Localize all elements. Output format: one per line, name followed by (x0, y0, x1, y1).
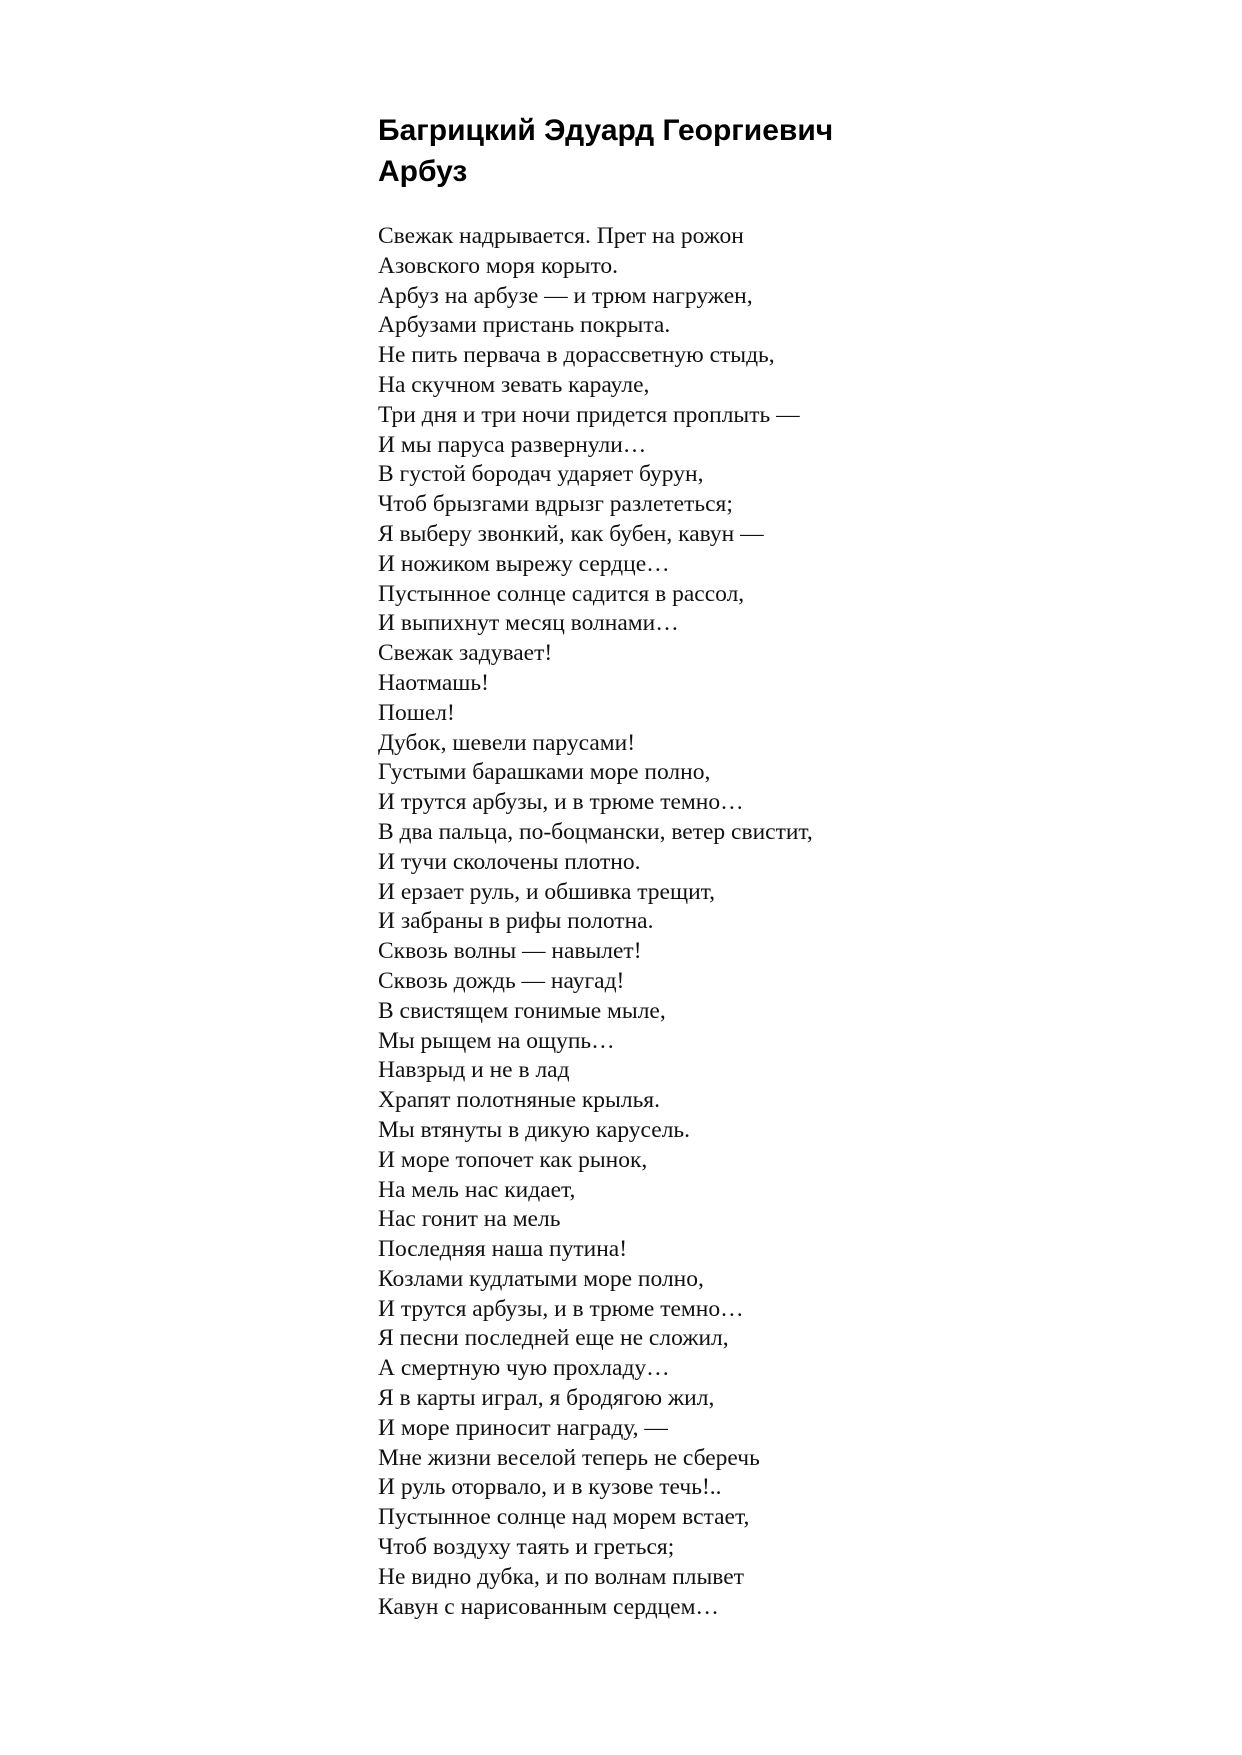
poem-line: В густой бородач ударяет бурун, (378, 461, 704, 488)
poem-line: И выпихнут месяц волнами… (378, 610, 679, 637)
poem-line: И тучи сколочены плотно. (378, 848, 641, 875)
poem-line: Я в карты играл, я бродягою жил, (378, 1385, 715, 1412)
poem-line: Кавун с нарисованным сердцем… (378, 1593, 719, 1620)
poem-line: Свежак задувает! (378, 640, 553, 667)
poem-line: И море топочет как рынок, (378, 1146, 648, 1173)
poem-line: Мы втянуты в дикую карусель. (378, 1116, 691, 1143)
poem-line: А смертную чую прохладу… (378, 1355, 670, 1382)
poem-line: В свистящем гонимые мыле, (378, 997, 666, 1024)
poem-line: Чтоб брызгами вдрызг разлететься; (378, 491, 733, 518)
poem-line: Храпят полотняные крылья. (378, 1087, 660, 1114)
poem-line: И трутся арбузы, и в трюме темно… (378, 789, 744, 816)
poem-line: И ерзает руль, и обшивка трещит, (378, 878, 716, 905)
poem-line: Последняя наша путина! (378, 1236, 628, 1263)
poem-line: Не видно дубка, и по волнам плывет (378, 1563, 744, 1590)
poem-line: Пустынное солнце садится в рассол, (378, 580, 745, 607)
poem-line: Наотмашь! (378, 669, 489, 696)
poem-body (378, 222, 1198, 1622)
poem-line: И мы паруса развернули… (378, 431, 647, 458)
poem-line: Чтоб воздуху таять и греться; (378, 1534, 675, 1561)
poem-line: В два пальца, по-боцмански, ветер свистит, (378, 818, 813, 845)
author-name: Багрицкий Эдуард Георгиевич (378, 114, 834, 147)
poem-line: Мне жизни веселой теперь не сберечь (378, 1444, 760, 1471)
poem-line: Свежак надрывается. Прет на рожон (378, 223, 744, 249)
poem-line: Навзрыд и не в лад (378, 1057, 570, 1084)
poem-line: Арбузами пристань покрыта. (378, 312, 671, 339)
poem-line: И ножиком вырежу сердце… (378, 550, 670, 577)
poem-line: Густыми барашками море полно, (378, 759, 711, 786)
poem-line: Арбуз на арбузе — и трюм нагружен, (378, 282, 753, 309)
document-header (378, 110, 1178, 192)
poem-line: Нас гонит на мель (378, 1206, 561, 1233)
poem-title: Арбуз (378, 155, 468, 188)
poem-line: Три дня и три ночи придется проплыть — (378, 401, 800, 428)
poem-line: И забраны в рифы полотна. (378, 908, 654, 935)
poem-line: И трутся арбузы, и в трюме темно… (378, 1295, 744, 1322)
poem-line: Пошел! (378, 699, 455, 726)
poem-line: Я песни последней еще не сложил, (378, 1325, 729, 1352)
poem-line: И море приносит награду, — (378, 1414, 668, 1441)
poem-line: Пустынное солнце над морем встает, (378, 1504, 750, 1531)
poem-line: Азовского моря корыто. (378, 252, 619, 279)
poem-line: Сквозь волны — навылет! (378, 938, 642, 965)
poem-line: И руль оторвало, и в кузове течь!.. (378, 1474, 722, 1501)
poem-line: Не пить первача в дорассветную стыдь, (378, 342, 775, 369)
poem-line: Козлами кудлатыми море полно, (378, 1265, 704, 1292)
poem-line: Мы рыщем на ощупь… (378, 1027, 615, 1054)
poem-line: На мель нас кидает, (378, 1176, 576, 1203)
poem-line: На скучном зевать карауле, (378, 371, 650, 398)
poem-line: Я выберу звонкий, как бубен, кавун — (378, 520, 764, 547)
poem-line: Сквозь дождь — наугад! (378, 967, 625, 994)
poem-line: Дубок, шевели парусами! (378, 729, 636, 756)
